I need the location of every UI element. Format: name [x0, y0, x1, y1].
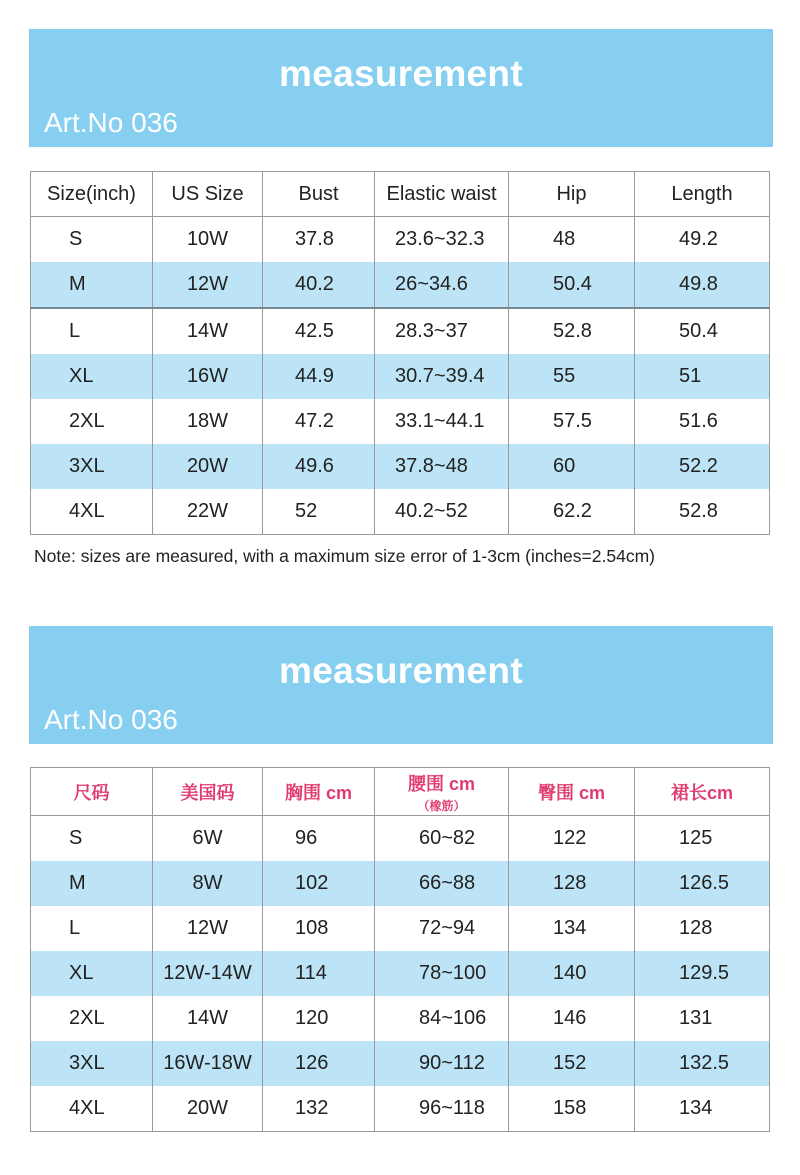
cell-bust: 49.6	[263, 444, 375, 489]
cell-waist: 37.8~48	[375, 444, 509, 489]
art-number: Art.No 036	[44, 704, 178, 735]
cell-hip: 128	[509, 861, 635, 906]
cell-waist: 40.2~52	[375, 489, 509, 535]
cell-bust: 37.8	[263, 217, 375, 263]
cell-us-size: 20W	[153, 444, 263, 489]
cell-bust: 40.2	[263, 262, 375, 308]
cell-hip: 52.8	[509, 308, 635, 354]
table-row	[31, 262, 770, 308]
header-bust-cn: 胸围 cm	[263, 768, 375, 816]
cell-size: L	[31, 906, 153, 951]
measurement-note: Note: sizes are measured, with a maximum size error of 1-3cm (inches=2.54cm)	[34, 546, 655, 566]
cell-waist: 23.6~32.3	[375, 217, 509, 263]
cell-bust: 52	[263, 489, 375, 535]
cell-size: M	[31, 262, 153, 308]
cell-bust: 108	[263, 906, 375, 951]
header-waist-cn	[375, 768, 509, 816]
cell-size: 4XL	[31, 489, 153, 535]
cell-waist: 30.7~39.4	[375, 354, 509, 399]
header-waist-sub: （橡筋）	[417, 798, 466, 813]
table-row	[31, 354, 770, 399]
banner-title: measurement	[279, 53, 523, 94]
table-header-row	[31, 172, 770, 217]
cell-length: 125	[635, 816, 770, 862]
header-size: Size(inch)	[31, 172, 153, 217]
cell-bust: 132	[263, 1086, 375, 1132]
header-bust: Bust	[263, 172, 375, 217]
art-number: Art.No 036	[44, 107, 178, 138]
cell-size: S	[31, 816, 153, 862]
cell-bust: 102	[263, 861, 375, 906]
cell-size: 4XL	[31, 1086, 153, 1132]
cell-us-size: 6W	[153, 816, 263, 862]
cell-hip: 122	[509, 816, 635, 862]
cell-size: 3XL	[31, 1041, 153, 1086]
table-row	[31, 816, 770, 862]
cell-us-size: 20W	[153, 1086, 263, 1132]
cell-hip: 158	[509, 1086, 635, 1132]
cell-size: S	[31, 217, 153, 263]
banner-section-2	[29, 626, 773, 744]
cell-bust: 47.2	[263, 399, 375, 444]
cell-hip: 152	[509, 1041, 635, 1086]
table-row	[31, 308, 770, 354]
cell-waist: 90~112	[375, 1041, 509, 1086]
cell-hip: 146	[509, 996, 635, 1041]
table-row	[31, 951, 770, 996]
cell-hip: 134	[509, 906, 635, 951]
table-row	[31, 1041, 770, 1086]
cell-hip: 55	[509, 354, 635, 399]
cell-us-size: 8W	[153, 861, 263, 906]
header-us-size: US Size	[153, 172, 263, 217]
header-us-size-cn: 美国码	[153, 768, 263, 816]
cell-length: 52.2	[635, 444, 770, 489]
cell-hip: 57.5	[509, 399, 635, 444]
cell-length: 131	[635, 996, 770, 1041]
cell-hip: 140	[509, 951, 635, 996]
cell-waist: 72~94	[375, 906, 509, 951]
cell-size: XL	[31, 354, 153, 399]
cell-waist: 84~106	[375, 996, 509, 1041]
table-row	[31, 399, 770, 444]
cell-bust: 120	[263, 996, 375, 1041]
table-row	[31, 489, 770, 535]
cell-bust: 42.5	[263, 308, 375, 354]
cell-us-size: 18W	[153, 399, 263, 444]
cell-us-size: 22W	[153, 489, 263, 535]
table-header-row	[31, 768, 770, 816]
table-row	[31, 217, 770, 263]
cell-size: 2XL	[31, 399, 153, 444]
cell-waist: 60~82	[375, 816, 509, 862]
cell-bust: 114	[263, 951, 375, 996]
table-row	[31, 861, 770, 906]
cell-size: L	[31, 308, 153, 354]
cell-bust: 96	[263, 816, 375, 862]
cell-size: M	[31, 861, 153, 906]
cell-length: 132.5	[635, 1041, 770, 1086]
header-waist-label: 腰围 cm	[407, 773, 476, 794]
header-hip: Hip	[509, 172, 635, 217]
table-row	[31, 906, 770, 951]
header-size-cn: 尺码	[31, 768, 153, 816]
cell-bust: 44.9	[263, 354, 375, 399]
cell-length: 129.5	[635, 951, 770, 996]
cell-hip: 48	[509, 217, 635, 263]
header-length: Length	[635, 172, 770, 217]
cell-us-size: 14W	[153, 996, 263, 1041]
cell-us-size: 12W-14W	[153, 951, 263, 996]
cell-bust: 126	[263, 1041, 375, 1086]
cell-hip: 62.2	[509, 489, 635, 535]
cell-waist: 33.1~44.1	[375, 399, 509, 444]
cell-us-size: 16W-18W	[153, 1041, 263, 1086]
cell-hip: 60	[509, 444, 635, 489]
table-row	[31, 1086, 770, 1132]
cell-us-size: 16W	[153, 354, 263, 399]
header-hip-cn: 臀围 cm	[509, 768, 635, 816]
cell-us-size: 12W	[153, 262, 263, 308]
cell-length: 126.5	[635, 861, 770, 906]
cell-waist: 28.3~37	[375, 308, 509, 354]
cell-us-size: 12W	[153, 906, 263, 951]
cell-waist: 66~88	[375, 861, 509, 906]
banner-section-1	[29, 29, 773, 147]
cell-length: 128	[635, 906, 770, 951]
cell-us-size: 14W	[153, 308, 263, 354]
cell-size: XL	[31, 951, 153, 996]
cell-hip: 50.4	[509, 262, 635, 308]
cell-length: 51.6	[635, 399, 770, 444]
size-table-cm	[30, 767, 770, 1132]
cell-waist: 26~34.6	[375, 262, 509, 308]
size-table-inches	[30, 171, 770, 535]
header-length-cn: 裙长cm	[635, 768, 770, 816]
cell-waist: 78~100	[375, 951, 509, 996]
banner-title: measurement	[279, 650, 523, 691]
cell-size: 2XL	[31, 996, 153, 1041]
header-elastic-waist: Elastic waist	[375, 172, 509, 217]
cell-length: 50.4	[635, 308, 770, 354]
cell-us-size: 10W	[153, 217, 263, 263]
cell-length: 52.8	[635, 489, 770, 535]
cell-length: 49.2	[635, 217, 770, 263]
table-row	[31, 444, 770, 489]
cell-length: 51	[635, 354, 770, 399]
cell-length: 49.8	[635, 262, 770, 308]
table-row	[31, 996, 770, 1041]
cell-length: 134	[635, 1086, 770, 1132]
cell-waist: 96~118	[375, 1086, 509, 1132]
cell-size: 3XL	[31, 444, 153, 489]
